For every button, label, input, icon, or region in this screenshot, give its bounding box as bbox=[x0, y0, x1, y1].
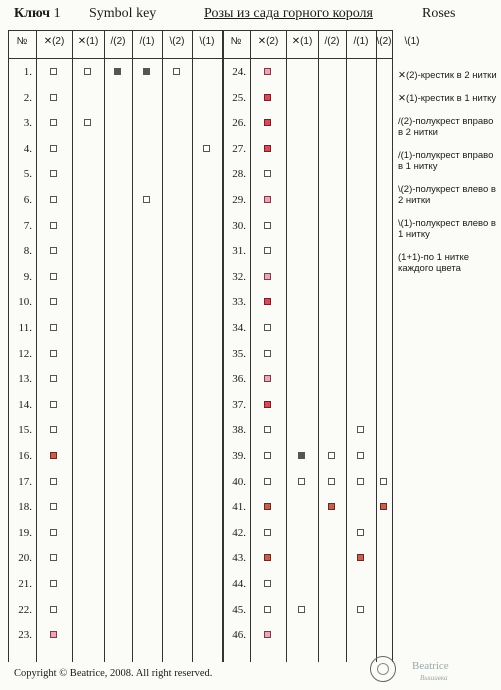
column-header: \(1) bbox=[404, 36, 420, 47]
symbol-swatch bbox=[50, 145, 57, 152]
roses-label: Roses bbox=[422, 6, 456, 21]
symbol-swatch bbox=[264, 222, 271, 229]
symbol-swatch bbox=[50, 350, 57, 357]
symbol-swatch bbox=[264, 580, 271, 587]
copyright: Copyright © Beatrice, 2008. All right reserved. bbox=[14, 668, 213, 679]
column-header: № bbox=[230, 36, 242, 47]
symbol-swatch bbox=[357, 426, 364, 433]
symbol-key-label: Symbol key bbox=[89, 6, 157, 21]
row-number: 38. bbox=[232, 424, 246, 437]
column-divider bbox=[392, 30, 393, 662]
symbol-swatch bbox=[143, 68, 150, 75]
symbol-swatch bbox=[298, 452, 305, 459]
row-number: 42. bbox=[232, 526, 246, 539]
column-divider bbox=[72, 30, 73, 662]
column-divider bbox=[162, 30, 163, 662]
row-number: 29. bbox=[232, 194, 246, 206]
row-number: 36. bbox=[232, 373, 246, 386]
column-header: \(2) bbox=[376, 36, 392, 47]
legend bbox=[398, 70, 498, 286]
logo-icon bbox=[370, 656, 396, 682]
symbol-swatch bbox=[264, 631, 271, 638]
row-number: 22. bbox=[18, 603, 32, 616]
column-divider bbox=[132, 30, 133, 662]
symbol-swatch bbox=[357, 606, 364, 613]
symbol-swatch bbox=[84, 119, 91, 126]
symbol-swatch bbox=[264, 606, 271, 613]
header bbox=[14, 4, 493, 24]
symbol-swatch bbox=[50, 554, 57, 561]
row-number: 44. bbox=[232, 578, 246, 590]
row-number: 5. bbox=[23, 168, 32, 181]
column-header: /(2) bbox=[110, 36, 126, 47]
row-number: 43. bbox=[232, 552, 246, 565]
row-number: 39. bbox=[232, 450, 246, 462]
symbol-swatch bbox=[264, 273, 271, 280]
row-number: 13. bbox=[18, 373, 32, 386]
column-header: /(1) bbox=[353, 36, 369, 47]
symbol-swatch bbox=[264, 247, 271, 254]
symbol-swatch bbox=[264, 426, 271, 433]
row-number: 23. bbox=[18, 629, 32, 642]
column-divider bbox=[36, 30, 37, 662]
symbol-swatch bbox=[114, 68, 121, 75]
brand-name: Beatrice bbox=[412, 660, 449, 672]
symbol-swatch bbox=[50, 196, 57, 203]
symbol-key-table bbox=[8, 30, 420, 662]
legend-item: \(1)-полукрест влево в 1 нитку bbox=[398, 218, 496, 240]
column-divider bbox=[286, 30, 287, 662]
symbol-swatch bbox=[328, 452, 335, 459]
column-header: /(2) bbox=[324, 36, 340, 47]
symbol-swatch bbox=[173, 68, 180, 75]
column-header: \(1) bbox=[199, 36, 215, 47]
symbol-swatch bbox=[264, 324, 271, 331]
symbol-swatch bbox=[50, 401, 57, 408]
row-number: 26. bbox=[232, 117, 246, 130]
symbol-swatch bbox=[264, 94, 271, 101]
symbol-swatch bbox=[50, 222, 57, 229]
row-number: 28. bbox=[232, 168, 246, 181]
symbol-swatch bbox=[50, 119, 57, 126]
row-number: 41. bbox=[232, 501, 246, 514]
column-divider bbox=[346, 30, 347, 662]
legend-item: (1+1)-по 1 нитке каждого цвета bbox=[398, 252, 470, 274]
symbol-swatch bbox=[264, 375, 271, 382]
symbol-swatch bbox=[264, 529, 271, 536]
symbol-swatch bbox=[264, 503, 271, 510]
row-number: 18. bbox=[18, 501, 32, 514]
symbol-swatch bbox=[50, 426, 57, 433]
row-number: 31. bbox=[232, 245, 246, 258]
row-number: 16. bbox=[18, 450, 32, 462]
row-divider bbox=[8, 58, 392, 59]
row-number: 46. bbox=[232, 629, 246, 642]
symbol-swatch bbox=[50, 247, 57, 254]
symbol-swatch bbox=[264, 170, 271, 177]
symbol-swatch bbox=[264, 298, 271, 305]
legend-item: ✕(1)-крестик в 1 нитку bbox=[398, 93, 497, 104]
symbol-swatch bbox=[50, 631, 57, 638]
symbol-swatch bbox=[203, 145, 210, 152]
legend-item: ✕(2)-крестик в 2 нитки bbox=[398, 70, 497, 81]
symbol-swatch bbox=[380, 478, 387, 485]
row-number: 12. bbox=[18, 347, 32, 360]
symbol-swatch bbox=[50, 478, 57, 485]
row-number: 40. bbox=[232, 475, 246, 488]
brand-subtitle: Вышивка bbox=[420, 674, 448, 682]
row-number: 7. bbox=[23, 219, 32, 232]
symbol-swatch bbox=[357, 452, 364, 459]
row-number: 14. bbox=[18, 398, 32, 411]
symbol-swatch bbox=[50, 606, 57, 613]
symbol-swatch bbox=[264, 145, 271, 152]
symbol-swatch bbox=[264, 350, 271, 357]
column-header: \(2) bbox=[169, 36, 185, 47]
row-number: 10. bbox=[18, 296, 32, 309]
legend-item: /(1)-полукрест вправо в 1 нитку bbox=[398, 150, 494, 172]
row-number: 4. bbox=[23, 142, 32, 155]
symbol-swatch bbox=[50, 324, 57, 331]
symbol-swatch bbox=[84, 68, 91, 75]
row-number: 25. bbox=[232, 91, 246, 104]
symbol-swatch bbox=[357, 554, 364, 561]
symbol-swatch bbox=[357, 529, 364, 536]
column-header: № bbox=[16, 36, 28, 47]
row-number: 33. bbox=[232, 296, 246, 309]
symbol-swatch bbox=[50, 452, 57, 459]
symbol-swatch bbox=[50, 68, 57, 75]
symbol-swatch bbox=[328, 503, 335, 510]
row-number: 45. bbox=[232, 603, 246, 616]
column-header: ✕(1) bbox=[291, 36, 313, 47]
symbol-swatch bbox=[264, 478, 271, 485]
symbol-swatch bbox=[50, 170, 57, 177]
column-header: /(1) bbox=[139, 36, 155, 47]
symbol-swatch bbox=[143, 196, 150, 203]
legend-item: \(2)-полукрест влево в 2 нитки bbox=[398, 184, 496, 206]
row-number: 27. bbox=[232, 142, 246, 155]
key-label: Ключ 1 bbox=[14, 6, 61, 21]
symbol-swatch bbox=[298, 478, 305, 485]
symbol-swatch bbox=[264, 196, 271, 203]
row-number: 34. bbox=[232, 322, 246, 334]
page-title: Розы из сада горного короля bbox=[204, 6, 373, 21]
row-number: 19. bbox=[18, 526, 32, 539]
row-number: 17. bbox=[18, 475, 32, 488]
symbol-swatch bbox=[357, 478, 364, 485]
column-header: ✕(2) bbox=[43, 36, 65, 47]
symbol-swatch bbox=[264, 68, 271, 75]
row-number: 32. bbox=[232, 270, 246, 283]
symbol-swatch bbox=[264, 452, 271, 459]
row-number: 2. bbox=[23, 91, 32, 104]
symbol-swatch bbox=[50, 298, 57, 305]
row-number: 3. bbox=[23, 117, 32, 130]
symbol-swatch bbox=[380, 503, 387, 510]
symbol-swatch bbox=[50, 94, 57, 101]
row-number: 15. bbox=[18, 424, 32, 437]
column-header: ✕(2) bbox=[257, 36, 279, 47]
symbol-swatch bbox=[50, 503, 57, 510]
row-number: 8. bbox=[23, 245, 32, 258]
symbol-swatch bbox=[50, 529, 57, 536]
row-number: 1. bbox=[23, 66, 32, 78]
row-number: 24. bbox=[232, 66, 246, 78]
symbol-swatch bbox=[298, 606, 305, 613]
symbol-swatch bbox=[264, 554, 271, 561]
column-header: ✕(1) bbox=[77, 36, 99, 47]
row-number: 6. bbox=[23, 194, 32, 206]
row-number: 35. bbox=[232, 347, 246, 360]
row-number: 11. bbox=[18, 322, 32, 334]
symbol-swatch bbox=[50, 375, 57, 382]
column-divider bbox=[192, 30, 193, 662]
row-number: 20. bbox=[18, 552, 32, 565]
column-divider bbox=[318, 30, 319, 662]
symbol-swatch bbox=[328, 478, 335, 485]
row-number: 9. bbox=[23, 270, 32, 283]
column-divider bbox=[250, 30, 251, 662]
column-divider bbox=[104, 30, 105, 662]
column-divider bbox=[376, 30, 377, 662]
row-number: 21. bbox=[18, 578, 32, 590]
row-divider bbox=[8, 30, 392, 31]
legend-item: /(2)-полукрест вправо в 2 нитки bbox=[398, 116, 494, 138]
symbol-swatch bbox=[264, 401, 271, 408]
row-number: 30. bbox=[232, 219, 246, 232]
row-number: 37. bbox=[232, 398, 246, 411]
symbol-swatch bbox=[264, 119, 271, 126]
symbol-swatch bbox=[50, 580, 57, 587]
symbol-swatch bbox=[50, 273, 57, 280]
